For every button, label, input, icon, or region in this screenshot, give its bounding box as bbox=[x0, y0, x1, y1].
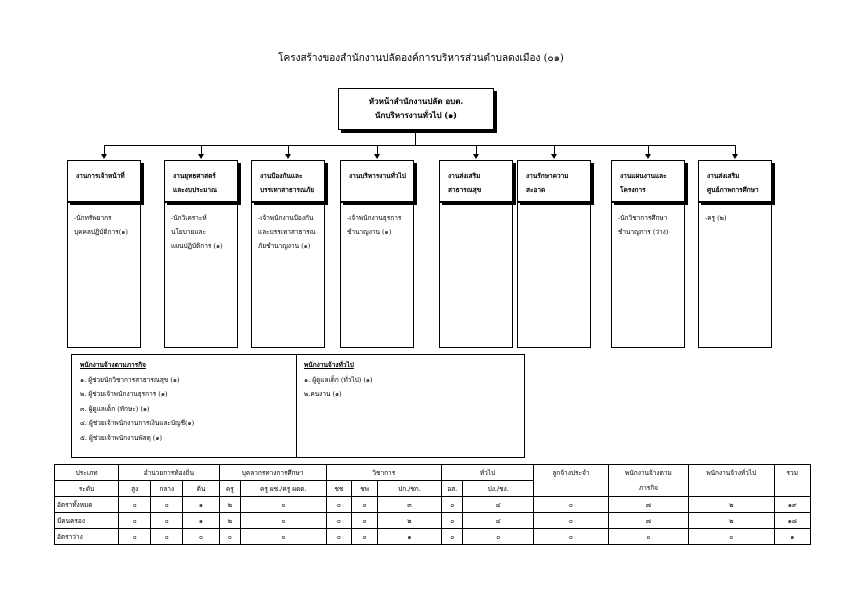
department-box bbox=[164, 160, 238, 202]
table-cell: ๐ bbox=[608, 529, 688, 545]
staff-position: นโยบายและ bbox=[171, 228, 206, 236]
head-office-box bbox=[338, 88, 494, 130]
staff-position: แผนปฏิบัติการ (๑) bbox=[171, 242, 223, 250]
department-name: งานส่งเสริม bbox=[448, 172, 481, 180]
table-cell: ๒ bbox=[377, 513, 441, 529]
staff-position: -นักวิชาการศึกษา bbox=[618, 214, 668, 222]
table-row bbox=[55, 513, 811, 529]
table-cell: ๗ bbox=[608, 497, 688, 513]
department-name: งานป้องกันและ bbox=[260, 172, 303, 180]
general-employee-column bbox=[304, 355, 514, 457]
header-cell: ระดับ bbox=[55, 481, 119, 497]
header-cell bbox=[774, 481, 810, 497]
table-cell: ๒ bbox=[689, 513, 775, 529]
department-name bbox=[76, 183, 136, 197]
general-employee-item: ๑. ผู้ดูแลเด็ก (ทั่วไป) (๑) bbox=[304, 375, 373, 384]
header-cell: วิชาการ bbox=[326, 465, 441, 481]
table-cell: ๐ bbox=[241, 497, 327, 513]
table-cell: ๐ bbox=[326, 529, 352, 545]
header-cell: พนักงานจ้างตาม bbox=[608, 465, 688, 481]
header-cell: ชพ bbox=[352, 481, 378, 497]
staff-position: -นักทรัพยากร bbox=[74, 214, 112, 222]
department-box bbox=[517, 160, 591, 202]
table-cell: ๒ bbox=[219, 497, 240, 513]
department-name: งานแผนงานและ bbox=[620, 172, 667, 180]
arrow-down-icon bbox=[732, 154, 738, 159]
header-cell: บุคลากรทางการศึกษา bbox=[219, 465, 326, 481]
table-cell: ๐ bbox=[241, 529, 327, 545]
department-name: ศูนย์ภาพการศึกษา bbox=[707, 186, 759, 194]
mission-employee-item: ๒. ผู้ช่วยเจ้าพนักงานธุรการ (๑) bbox=[80, 390, 168, 398]
header-cell: ประเภท bbox=[55, 465, 119, 481]
table-cell: ๐ bbox=[352, 513, 378, 529]
table-cell: ๐ bbox=[533, 497, 608, 513]
staff-position: -ครู (๒) bbox=[705, 214, 727, 222]
staff-position: -เจ้าพนักงานธุรการ bbox=[347, 214, 402, 222]
arrow-down-icon bbox=[285, 154, 291, 159]
header-cell: ปก./ชก. bbox=[377, 481, 441, 497]
table-cell: ๐ bbox=[183, 529, 219, 545]
department-name: งานส่งเสริม bbox=[707, 172, 740, 180]
header-cell: อส. bbox=[442, 481, 463, 497]
general-employee-item: ๒.คนงาน (๑) bbox=[304, 390, 342, 398]
staff-stats-table bbox=[54, 464, 811, 545]
header-cell: รวม bbox=[774, 465, 810, 481]
table-cell: ๐ bbox=[352, 529, 378, 545]
header-cell: ภารกิจ bbox=[608, 481, 688, 497]
head-office-position: นักบริหารงานทั่วไป (๑) bbox=[375, 110, 457, 120]
department-staff-box bbox=[340, 202, 414, 348]
table-cell: ๐ bbox=[326, 497, 352, 513]
header-cell: ชช bbox=[326, 481, 352, 497]
department-name: งานบริหารงานทั่วไป bbox=[349, 172, 406, 180]
table-row bbox=[55, 497, 811, 513]
table-cell: ๐ bbox=[119, 497, 151, 513]
header-cell: ทั่วไป bbox=[442, 465, 534, 481]
department-box bbox=[611, 160, 685, 202]
table-cell: ๑ bbox=[183, 513, 219, 529]
table-cell: ๐ bbox=[442, 497, 463, 513]
general-employee-heading: พนักงานจ้างทั่วไป bbox=[304, 361, 354, 369]
table-cell: ๑ bbox=[774, 529, 810, 545]
table-cell: ๐ bbox=[463, 529, 534, 545]
header-cell: ปง./ชง. bbox=[463, 481, 534, 497]
table-cell: ๐ bbox=[151, 529, 183, 545]
staff-position: -เจ้าพนักงานป้องกัน bbox=[258, 214, 314, 222]
employee-box bbox=[71, 354, 525, 458]
employee-divider bbox=[296, 355, 297, 457]
table-cell: ๑๙ bbox=[774, 497, 810, 513]
arrow-down-icon bbox=[101, 154, 107, 159]
table-cell: ๐ bbox=[442, 513, 463, 529]
mission-employee-heading: พนักงานจ้างตามภารกิจ bbox=[80, 361, 146, 369]
table-cell: ๒ bbox=[689, 497, 775, 513]
department-box bbox=[698, 160, 772, 202]
header-cell: สูง bbox=[119, 481, 151, 497]
department-name: สะอาด bbox=[526, 186, 546, 194]
department-name: งานการเจ้าหน้าที่ bbox=[76, 172, 125, 180]
department-staff-box bbox=[251, 202, 325, 348]
table-cell: ๗ bbox=[608, 513, 688, 529]
department-name: สาธารณสุข bbox=[448, 186, 482, 194]
department-staff-box bbox=[67, 202, 141, 348]
arrow-down-icon bbox=[645, 154, 651, 159]
department-box bbox=[251, 160, 325, 202]
table-cell: ๐ bbox=[151, 513, 183, 529]
department-staff-box bbox=[517, 202, 591, 348]
arrow-down-icon bbox=[374, 154, 380, 159]
table-cell: ๐ bbox=[326, 513, 352, 529]
row-label: อัตราทั้งหมด bbox=[55, 497, 119, 513]
department-box bbox=[439, 160, 513, 202]
table-cell: ๐ bbox=[442, 529, 463, 545]
header-cell: ครู bbox=[219, 481, 240, 497]
mission-employee-item: ๓. ผู้ดูแลเด็ก (ทักษะ) (๑) bbox=[80, 404, 150, 413]
header-cell: ลูกจ้างประจำ bbox=[533, 465, 608, 481]
head-connector bbox=[415, 131, 416, 145]
department-name: โครงการ bbox=[620, 186, 646, 194]
staff-position: ชำนาญการ (ว่าง) bbox=[618, 228, 669, 236]
header-cell bbox=[689, 481, 775, 497]
table-cell: ๒ bbox=[219, 513, 240, 529]
department-staff-box bbox=[439, 202, 513, 348]
mission-employee-item: ๕. ผู้ช่วยเจ้าพนักงานพัสดุ (๑) bbox=[80, 433, 163, 442]
horizontal-connector bbox=[104, 145, 735, 146]
table-row bbox=[55, 529, 811, 545]
staff-position: และบรรเทาสาธารณ bbox=[258, 228, 316, 236]
department-name: งานรักษาความ bbox=[526, 172, 569, 180]
mission-employee-item: ๔. ผู้ช่วยเจ้าพนักงานการเงินและบัญชี(๑) bbox=[80, 419, 195, 427]
row-label: อัตราว่าง bbox=[55, 529, 119, 545]
staff-position: ชำนาญงาน (๑) bbox=[347, 228, 392, 236]
table-cell: ๔ bbox=[463, 513, 534, 529]
table-cell: ๐ bbox=[151, 497, 183, 513]
row-label: มีคนครอง bbox=[55, 513, 119, 529]
header-cell: ครู ผช./ครู ผดด. bbox=[241, 481, 327, 497]
page-title: โครงสร้างของสำนักงานปลัดองค์การบริหารส่วนตำบลดงเมือง (๐๑) bbox=[278, 53, 564, 64]
table-cell: ๐ bbox=[533, 513, 608, 529]
department-staff-box bbox=[698, 202, 772, 348]
table-cell: ๐ bbox=[119, 513, 151, 529]
department-staff-box bbox=[164, 202, 238, 348]
table-cell: ๐ bbox=[352, 497, 378, 513]
table-cell: ๑๘ bbox=[774, 513, 810, 529]
table-cell: ๑ bbox=[377, 529, 441, 545]
department-name bbox=[349, 183, 409, 197]
mission-employee-item: ๑. ผู้ช่วยนักวิชาการสาธารณสุข (๑) bbox=[80, 375, 180, 384]
header-cell: ต้น bbox=[183, 481, 219, 497]
header-cell bbox=[533, 481, 608, 497]
header-cell: กลาง bbox=[151, 481, 183, 497]
department-staff-box bbox=[611, 202, 685, 348]
arrow-down-icon bbox=[473, 154, 479, 159]
mission-employee-column bbox=[80, 355, 296, 457]
table-cell: ๑ bbox=[183, 497, 219, 513]
header-cell: อำนวยการท้องถิ่น bbox=[119, 465, 220, 481]
staff-position: ภัยชำนาญงาน (๑) bbox=[258, 242, 311, 250]
arrow-down-icon bbox=[198, 154, 204, 159]
table-cell: ๐ bbox=[219, 529, 240, 545]
arrow-down-icon bbox=[551, 154, 557, 159]
staff-position: -นักวิเคราะห์ bbox=[171, 214, 207, 222]
department-name: บรรเทาสาธารณภัย bbox=[260, 186, 315, 194]
staff-position: บุคคลปฏิบัติการ(๑) bbox=[74, 228, 128, 236]
department-name: งานยุทธศาสตร์ bbox=[173, 172, 216, 180]
table-cell: ๐ bbox=[689, 529, 775, 545]
table-cell: ๐ bbox=[533, 529, 608, 545]
table-cell: ๐ bbox=[241, 513, 327, 529]
table-cell: ๓ bbox=[377, 497, 441, 513]
head-office-title: หัวหน้าสำนักงานปลัด อบต. bbox=[368, 96, 464, 106]
department-box bbox=[340, 160, 414, 202]
header-cell: พนักงานจ้างทั่วไป bbox=[689, 465, 775, 481]
table-header-row bbox=[55, 481, 811, 497]
table-header-row bbox=[55, 465, 811, 481]
table-cell: ๐ bbox=[119, 529, 151, 545]
department-name: และงบประมาณ bbox=[173, 186, 218, 194]
table-cell: ๔ bbox=[463, 497, 534, 513]
department-box bbox=[67, 160, 141, 202]
